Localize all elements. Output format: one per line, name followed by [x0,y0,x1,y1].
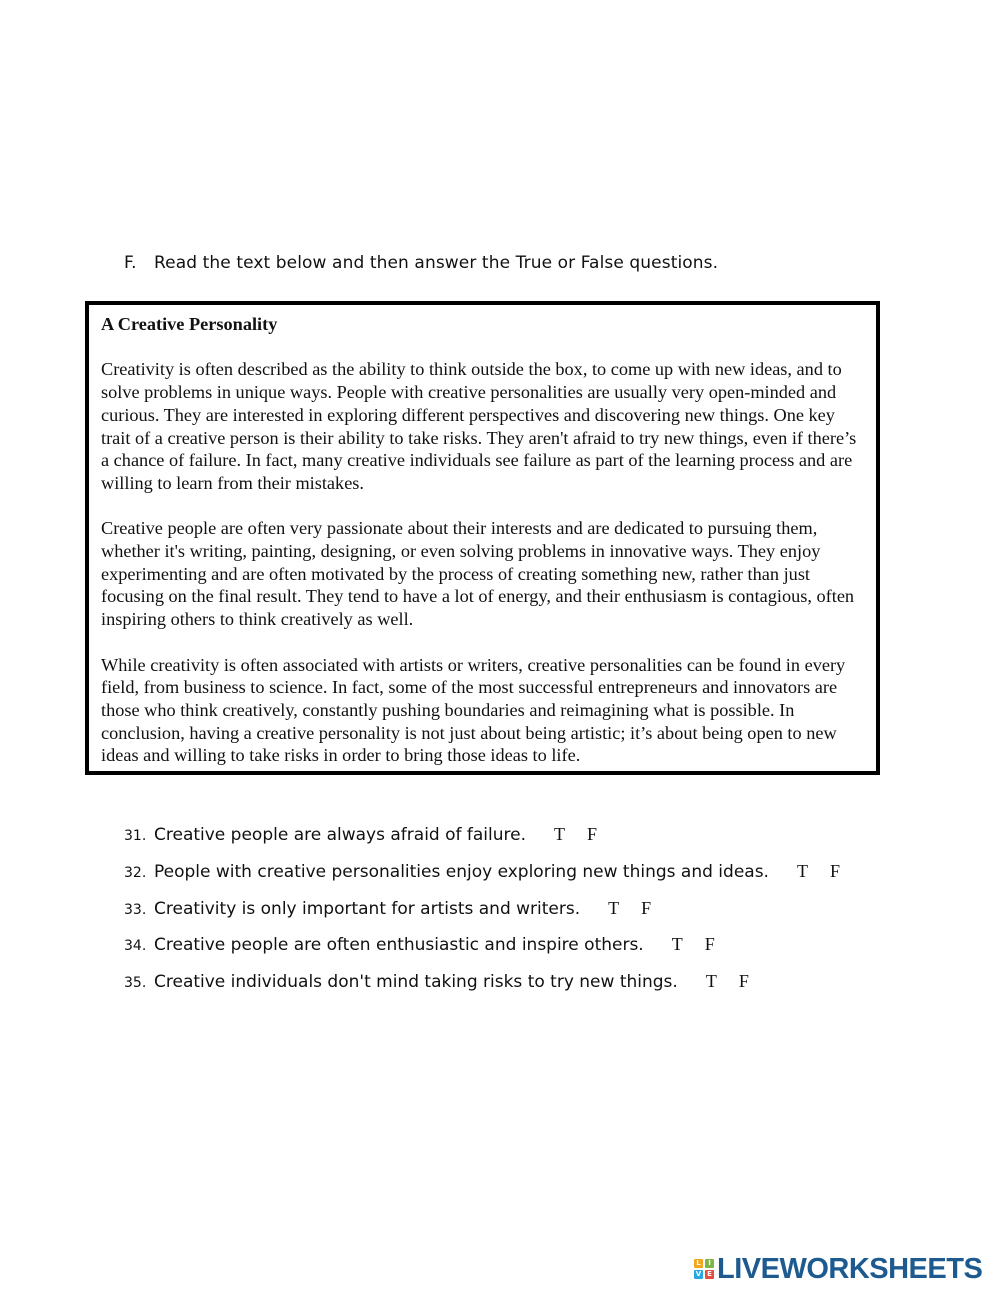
question-number: 35. [124,975,147,992]
question-number: 31. [124,828,147,844]
question-number: 33. [124,901,147,918]
question-text: Creativity is only important for artists and writers. [154,898,581,919]
false-option[interactable]: F [829,860,840,881]
false-option[interactable]: F [704,934,715,955]
question-number: 34. [124,938,147,955]
passage-box [85,301,880,775]
liveworksheets-logo [694,1254,982,1284]
false-option[interactable]: F [587,824,598,844]
true-option[interactable]: T [554,824,565,844]
true-option[interactable]: T [671,934,683,955]
logo-text: LIVEWORKSHEETS [717,1252,983,1285]
question-33 [124,898,840,935]
logo-block-e: E [705,1270,714,1279]
instruction-text: Read the text below and then answer the True or False questions. [154,253,719,273]
question-32 [124,861,840,898]
logo-block-l: L [694,1259,703,1268]
question-text: Creative people are often enthusiastic and inspire others. [154,935,644,956]
logo-block-i: I [705,1259,714,1268]
false-option[interactable]: F [641,897,652,918]
passage-content [101,313,865,767]
question-list [124,824,840,1008]
true-option[interactable]: T [796,860,808,881]
logo-blocks-icon [694,1259,714,1279]
passage-paragraph-2: Creative people are often very passionate about their interests and are dedicated to pursuing them, whether it's writing, painting, designing, or even solving problems in innovative ways. They enjoy experimenting and are often motivated by the process of creating something new, rather than just focusing on the final result. They tend to have a lot of energy, and their enthusiasm is contagious, often inspiring others to think creatively as well. [101,518,855,630]
true-option[interactable]: T [705,971,717,992]
passage-paragraph-1: Creativity is often described as the ability to think outside the box, to come up with new ideas, and to solve problems in unique ways. People with creative personalities are usually very open-minded and curious. They are interested in exploring different perspectives and discovering new things. One key trait of a creative person is their ability to take risks. They aren't afraid to try new things, even if there’s a chance of failure. In fact, many creative individuals see failure as part of the learning process and are willing to learn from their mistakes. [101,359,857,493]
instruction-line [124,253,718,273]
question-34 [124,934,840,971]
question-35 [124,971,840,1008]
instruction-letter: F. [124,253,137,273]
logo-block-v: V [695,1270,702,1278]
question-31 [124,824,840,861]
question-text: Creative people are always afraid of failure. [154,825,526,845]
question-number: 32. [124,864,147,881]
false-option[interactable]: F [738,971,749,992]
passage-paragraph-3: While creativity is often associated with artists or writers, creative personalities can be found in every field, from business to science. In fact, some of the most successful entrepreneurs and innovators are those who think creatively, constantly pushing boundaries and reimagining what is possible. In conclusion, having a creative personality is not just about being artistic; it’s about being open to new ideas and willing to take risks in order to bring those ideas to life. [101,654,846,766]
true-option[interactable]: T [608,897,620,918]
question-text: Creative individuals don't mind taking risks to try new things. [154,972,678,993]
question-text: People with creative personalities enjoy exploring new things and ideas. [154,861,769,882]
passage-title: A Creative Personality [101,314,278,334]
